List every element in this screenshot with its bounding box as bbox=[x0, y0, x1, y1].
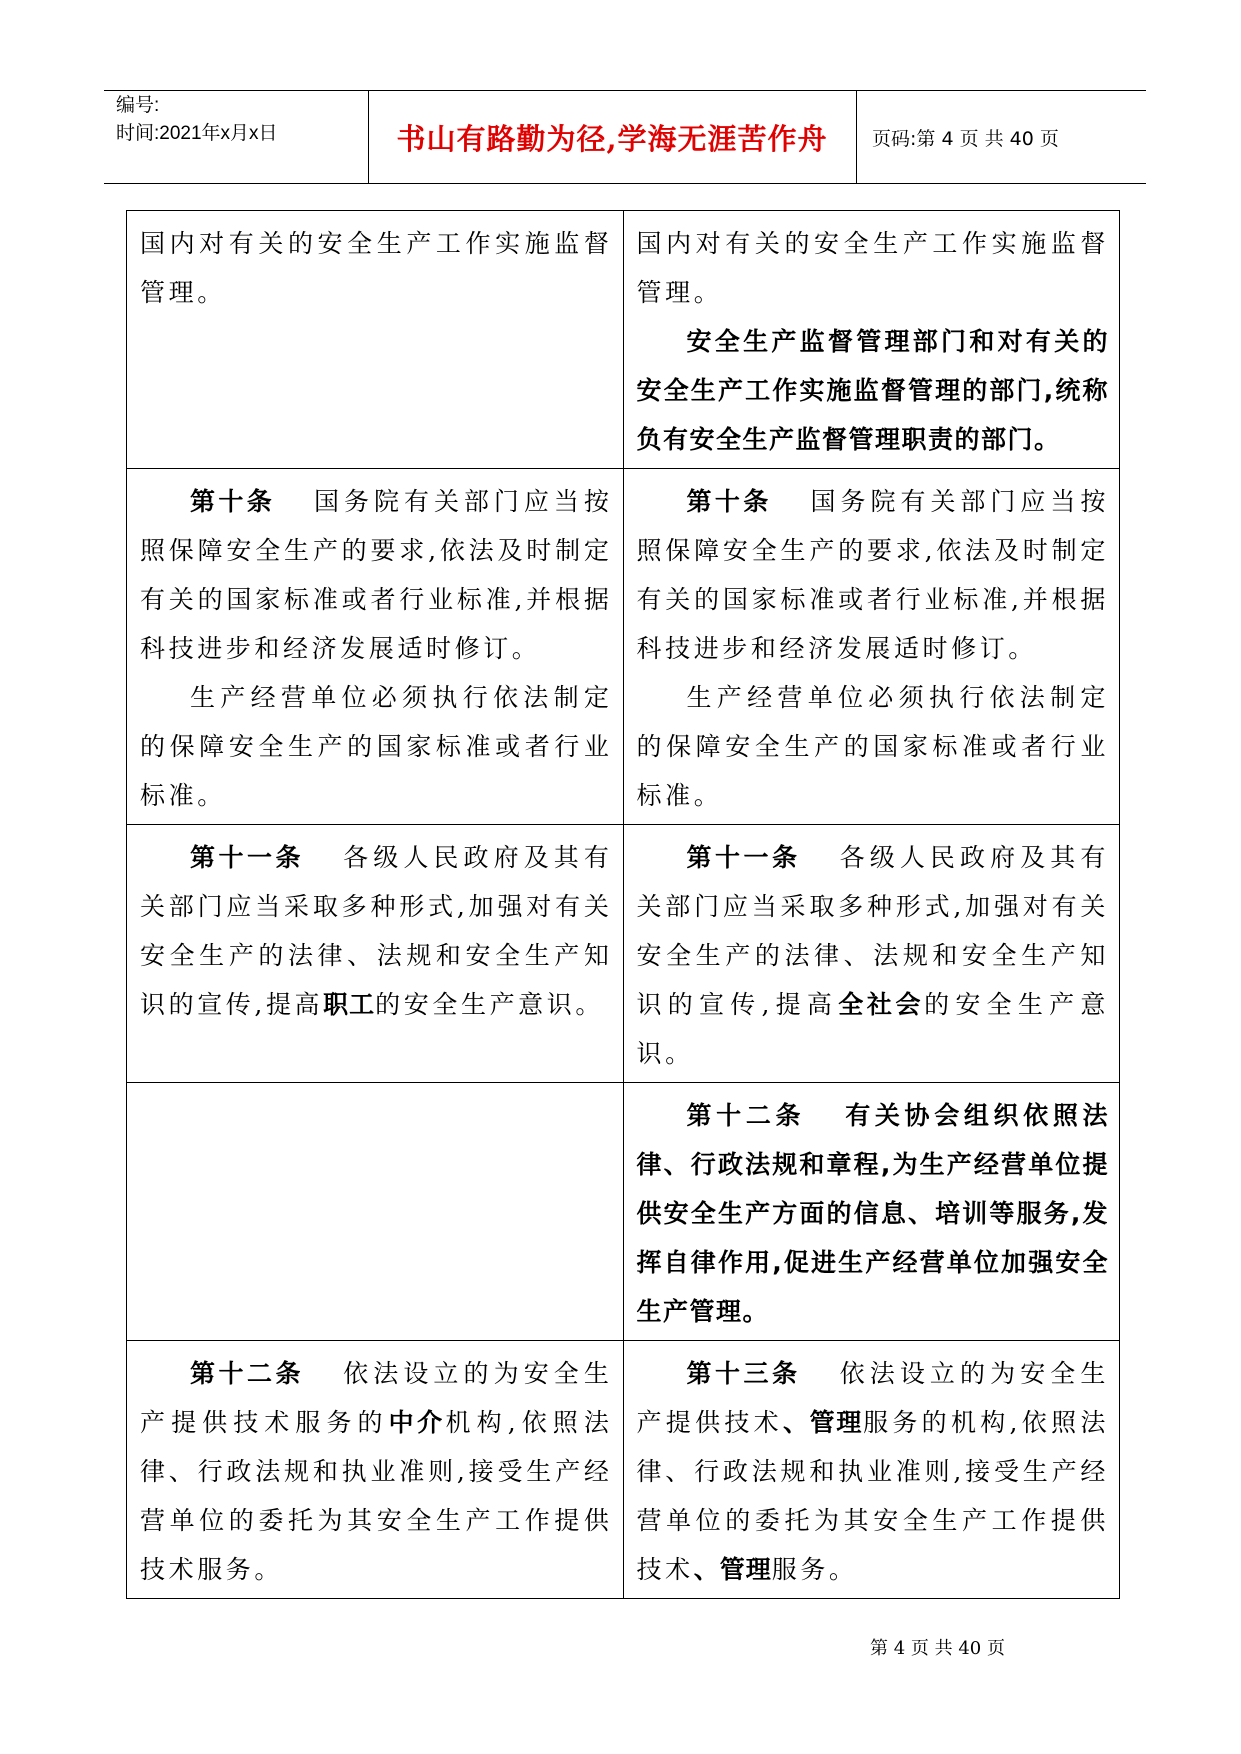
article-text: 的安全生产意识。 bbox=[375, 990, 604, 1019]
changed-text: 、管理 bbox=[693, 1555, 772, 1584]
paragraph bbox=[637, 1349, 1110, 1594]
article-number: 第十二条 bbox=[686, 1101, 806, 1130]
article-text: 各级人民政府及其有关部门应当采取多种形式,加强对有关安全生产的法律、法规和安全生产知识的宣传,提高 bbox=[636, 843, 1109, 1019]
paragraph bbox=[637, 477, 1110, 673]
article-text: 机构,依照法律、行政法规和执业准则,接受生产经营单位的委托为其安全生产工作提供技术服务。 bbox=[140, 1408, 613, 1584]
paragraph bbox=[140, 477, 613, 673]
article-text: 服务的机构,依照法律、行政法规和执业准则,接受生产经营单位的委托为其安全生产工作提供技术 bbox=[636, 1408, 1109, 1584]
new-text-cell bbox=[623, 469, 1120, 825]
new-text-cell bbox=[623, 211, 1120, 469]
new-text-cell bbox=[623, 1341, 1120, 1599]
time-label: 时间:2021年x月x日 bbox=[116, 123, 278, 144]
old-text-cell bbox=[127, 469, 624, 825]
article-number: 第十二条 bbox=[190, 1359, 304, 1388]
changed-text: 中介 bbox=[388, 1408, 446, 1437]
comparison-table bbox=[126, 210, 1120, 1599]
table-row bbox=[127, 825, 1120, 1083]
paragraph bbox=[637, 833, 1110, 1078]
added-paragraph: 安全生产监督管理部门和对有关的安全生产工作实施监督管理的部门,统称负有安全生产监督管理职责的部门。 bbox=[636, 327, 1109, 454]
new-text-cell bbox=[623, 825, 1120, 1083]
old-text-cell bbox=[127, 211, 624, 469]
paragraph bbox=[140, 833, 613, 1029]
article-number: 第十三条 bbox=[686, 1359, 801, 1388]
page-footer: 第 4 页 共 40 页 bbox=[870, 1638, 1005, 1659]
old-text-cell bbox=[127, 1083, 624, 1341]
article-text: 国务院有关部门应当按照保障安全生产的要求,依法及时制定有关的国家标准或者行业标准,并根据科技进步和经济发展适时修订。 bbox=[636, 487, 1109, 663]
paragraph bbox=[140, 1349, 613, 1594]
changed-text: 全社会 bbox=[838, 990, 925, 1019]
article-text: 依法设立的为安全生产提供技术 bbox=[636, 1359, 1109, 1437]
article-number: 第十条 bbox=[686, 487, 772, 516]
paragraph: 生产经营单位必须执行依法制定的保障安全生产的国家标准或者行业标准。 bbox=[140, 683, 613, 810]
table-row bbox=[127, 1083, 1120, 1341]
article-text: 有关协会组织依照法律、行政法规和章程,为生产经营单位提供安全生产方面的信息、培训等服务,发挥自律作用,促进生产经营单位加强安全生产管理。 bbox=[636, 1101, 1109, 1326]
article-text: 依法设立的为安全生产提供技术服务的 bbox=[140, 1359, 613, 1437]
header-meta bbox=[116, 91, 368, 183]
article-text: 的安全生产意识。 bbox=[636, 990, 1109, 1068]
document-header bbox=[104, 90, 1146, 184]
header-motto: 书山有路勤为径,学海无涯苦作舟 bbox=[396, 121, 828, 156]
old-text-cell bbox=[127, 1341, 624, 1599]
article-number: 第十一条 bbox=[686, 843, 801, 872]
article-number: 第十条 bbox=[190, 487, 276, 516]
added-paragraph bbox=[637, 1091, 1110, 1336]
table-row bbox=[127, 469, 1120, 825]
changed-text: 职工 bbox=[323, 990, 376, 1019]
article-text: 服务。 bbox=[771, 1555, 858, 1584]
old-text-cell bbox=[127, 825, 624, 1083]
article-text: 国务院有关部门应当按照保障安全生产的要求,依法及时制定有关的国家标准或者行业标准,并根据科技进步和经济发展适时修订。 bbox=[140, 487, 613, 663]
serial-label: 编号: bbox=[116, 95, 160, 116]
article-text: 各级人民政府及其有关部门应当采取多种形式,加强对有关安全生产的法律、法规和安全生产知识的宣传,提高 bbox=[140, 843, 613, 1019]
table-row bbox=[127, 1341, 1120, 1599]
article-number: 第十一条 bbox=[190, 843, 304, 872]
table-row bbox=[127, 211, 1120, 469]
paragraph: 生产经营单位必须执行依法制定的保障安全生产的国家标准或者行业标准。 bbox=[636, 683, 1109, 810]
header-page-code: 页码:第 4 页 共 40 页 bbox=[872, 127, 1059, 150]
changed-text: 、管理 bbox=[782, 1408, 864, 1437]
paragraph: 国内对有关的安全生产工作实施监督管理。 bbox=[140, 229, 613, 307]
paragraph: 国内对有关的安全生产工作实施监督管理。 bbox=[636, 229, 1109, 307]
new-text-cell bbox=[623, 1083, 1120, 1341]
header-divider bbox=[856, 91, 857, 183]
